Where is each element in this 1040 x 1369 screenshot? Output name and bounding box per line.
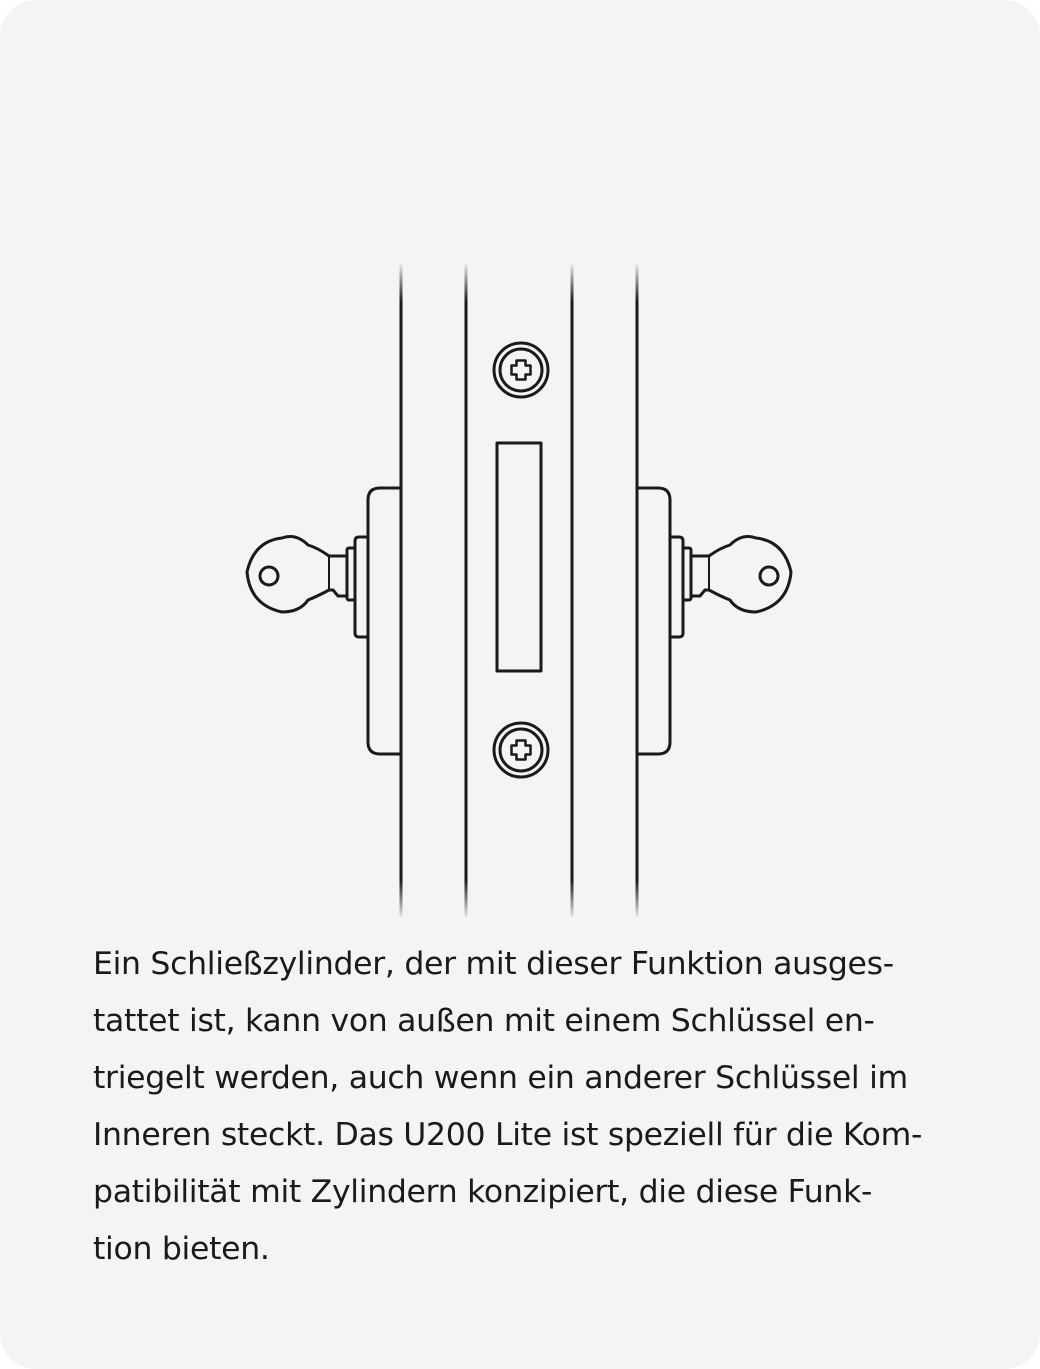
key-icon: [247, 537, 347, 612]
description-line: Inneren steckt. Das U200 Lite ist speziell für die Kom-: [93, 1117, 923, 1153]
strike-plate-icon: [497, 443, 541, 671]
screw-icon: [494, 343, 548, 397]
description-line: Ein Schließzylinder, der mit dieser Funktion ausges-: [93, 946, 894, 982]
description-line: tion bieten.: [93, 1231, 270, 1267]
description-line: triegelt werden, auch wenn ein anderer Schlüssel im: [93, 1060, 908, 1096]
description-line: tattet ist, kann von außen mit einem Schlüssel en-: [93, 1003, 875, 1039]
screw-icon: [494, 723, 548, 777]
key-icon: [691, 537, 791, 612]
door-edge-lines: [401, 265, 637, 915]
description-text: [93, 936, 963, 1278]
description-line: patibilität mit Zylindern konzipiert, die diese Funk-: [93, 1174, 873, 1210]
left-escutcheon: [368, 488, 401, 754]
right-cylinder-collar: [670, 537, 683, 637]
left-cylinder-collar: [355, 537, 368, 637]
right-escutcheon: [637, 488, 670, 754]
